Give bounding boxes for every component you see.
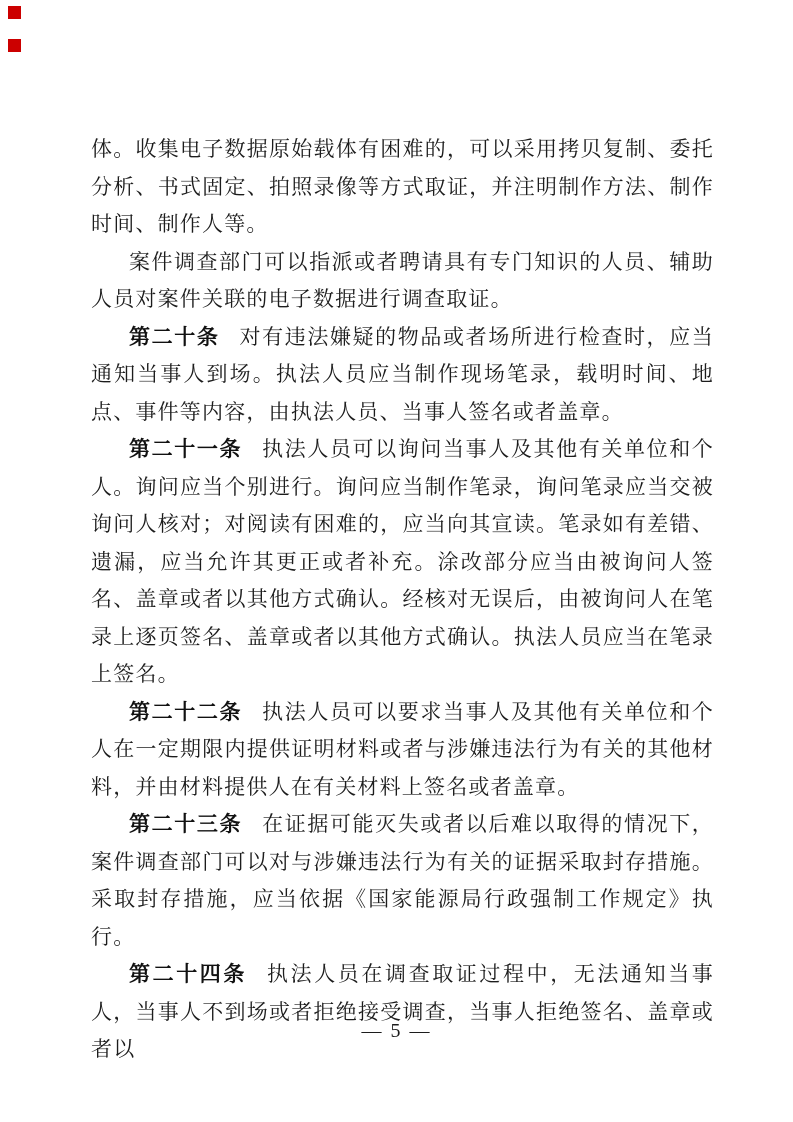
paragraph-text: 执法人员可以要求当事人及其他有关单位和个人在一定期限内提供证明材料或者与涉嫌违法行为有关的其他材料，并由材料提供人在有关材料上签名或者盖章。 (91, 699, 715, 799)
page-number: — 5 — (361, 1020, 432, 1042)
article-heading: 第二十条 (129, 325, 220, 349)
red-corner-mark (8, 39, 21, 52)
paragraph (91, 956, 714, 1069)
article-heading: 第二十四条 (129, 963, 247, 986)
paragraph (91, 694, 714, 807)
article-heading: 第二十二条 (129, 700, 243, 724)
paragraph (91, 431, 714, 694)
paragraph (91, 319, 714, 432)
paragraph-text: 执法人员在调查取证过程中，无法通知当事人，当事人不到场或者拒绝接受调查，当事人拒绝签名、盖章或者以 (91, 962, 714, 1061)
paragraph-text: 在证据可能灭失或者以后难以取得的情况下，案件调查部门可以对与涉嫌违法行为有关的证据采取封存措施。采取封存措施，应当依据《国家能源局行政强制工作规定》执行。 (91, 812, 715, 949)
paragraph (91, 131, 714, 244)
paragraph-text: 执法人员可以询问当事人及其他有关单位和个人。询问应当个别进行。询问应当制作笔录，询问笔录应当交被询问人核对；对阅读有困难的，应当向其宣读。笔录如有差错、遗漏，应当允许其更正或者补充。涂改部分应当由被询问人签名、盖章或者以其他方式确认。经核对无误后，由被询问人在笔录上逐页签名、盖章或者以其他方式确认。执法人员应当在笔录上签名。 (91, 437, 715, 686)
paragraph-text: 体。收集电子数据原始载体有困难的，可以采用拷贝复制、委托分析、书式固定、拍照录像等方式取证，并注明制作方法、制作时间、制作人等。 (91, 137, 714, 236)
paragraph-text: 案件调查部门可以指派或者聘请具有专门知识的人员、辅助人员对案件关联的电子数据进行调查取证。 (91, 249, 714, 311)
document-body (91, 131, 714, 1069)
paragraph-text: 对有违法嫌疑的物品或者场所进行检查时，应当通知当事人到场。执法人员应当制作现场笔录，载明时间、地点、事件等内容，由执法人员、当事人签名或者盖章。 (91, 324, 714, 424)
paragraph (91, 244, 714, 319)
article-heading: 第二十一条 (129, 438, 243, 461)
red-corner-mark (8, 6, 21, 19)
article-heading: 第二十三条 (129, 813, 243, 836)
paragraph (91, 806, 714, 956)
